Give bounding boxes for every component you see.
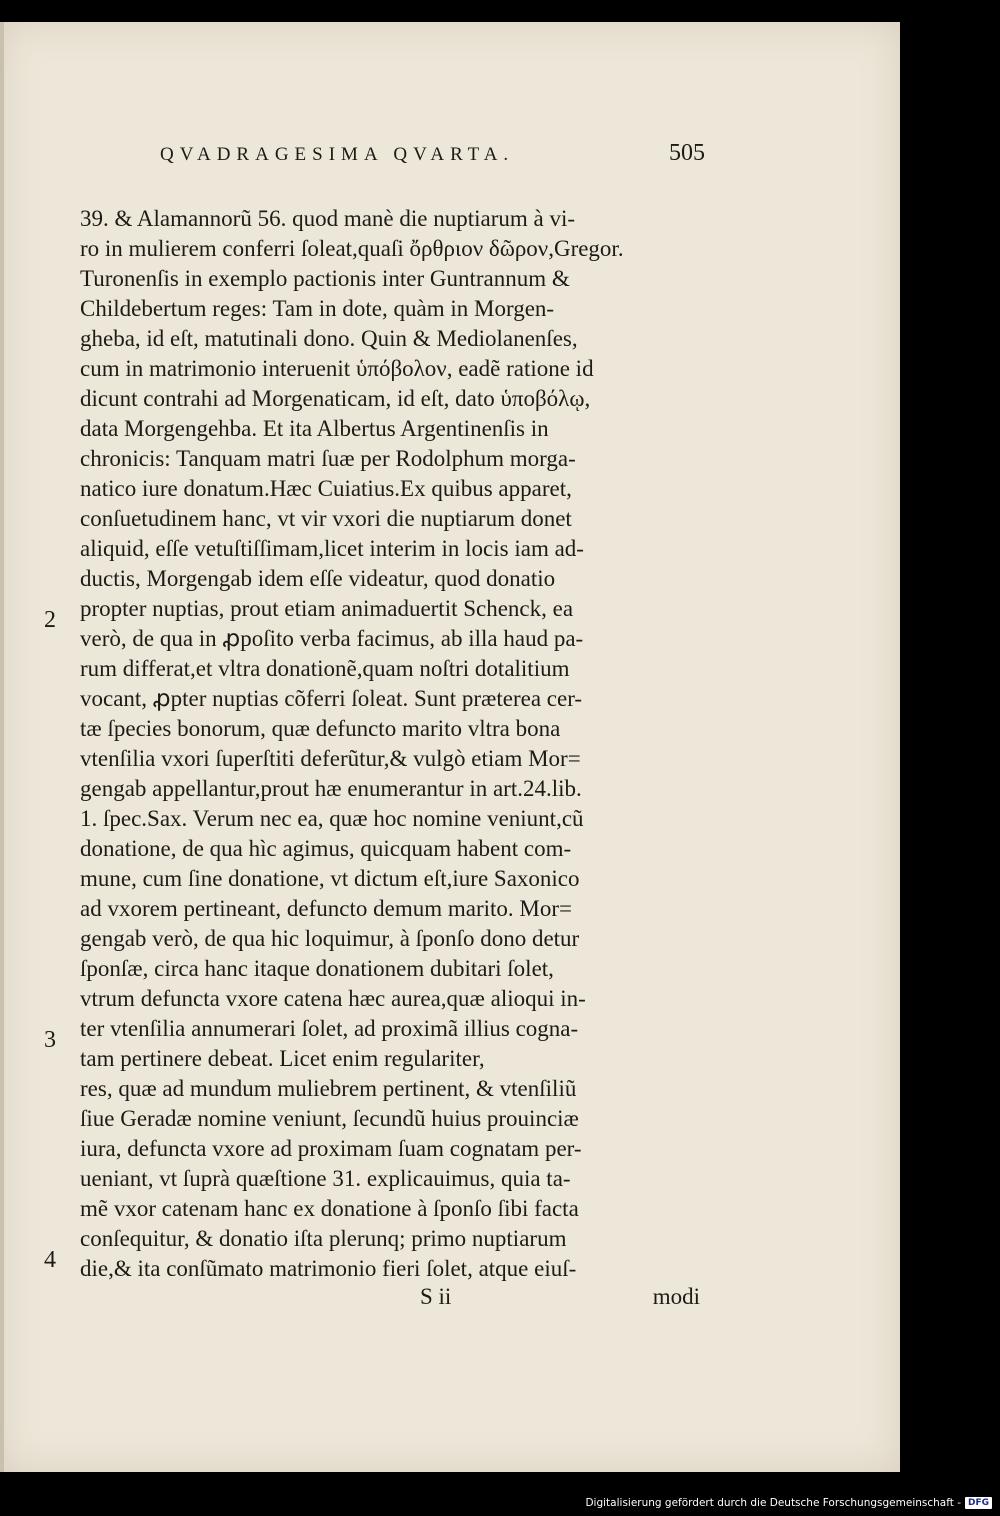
funding-credit [585, 1494, 992, 1512]
text-line: aliquid, eſſe vetuſtiſſimam,licet interim in locis iam ad- [80, 536, 584, 561]
page-edge [0, 22, 4, 1472]
text-line: vtenſilia vxori ſuperſtiti deferũtur,& vulgò etiam Mor= [80, 746, 581, 771]
credit-text: Digitalisierung gefördert durch die Deutsche Forschungsgemeinschaft - [585, 1497, 961, 1509]
running-title: QVADRAGESIMA QVARTA. [160, 144, 515, 165]
text-line: ueniant, vt ſuprà quæſtione 31. explicauimus, quia ta- [80, 1166, 571, 1191]
text-line: tæ ſpecies bonorum, quæ defuncto marito vltra bona [80, 716, 561, 741]
text-line: ductis, Morgengab idem eſſe videatur, quod donatio [80, 566, 556, 591]
text-line: tam pertinere debeat. Licet enim regulariter, [80, 1046, 485, 1071]
book-page [0, 22, 900, 1472]
text-line: ſiue Geradæ nomine veniunt, ſecundũ huius prouinciæ [80, 1106, 579, 1131]
dfg-logo-icon: DFG [965, 1497, 992, 1509]
body-text [80, 204, 700, 1314]
text-line: iura, defuncta vxore ad proximam ſuam cognatam per- [80, 1136, 582, 1161]
page-number: 505 [669, 140, 705, 166]
text-line: res, quæ ad mundum muliebrem pertinent, & vtenſiliũ [80, 1076, 577, 1101]
text-line: die,& ita conſũmato matrimonio fieri ſolet, atque eiuſ- [80, 1256, 577, 1281]
page-footer [80, 1284, 700, 1318]
text-line: mẽ vxor catenam hanc ex donatione à ſponſo ſibi facta [80, 1196, 579, 1221]
text-line: cum in matrimonio interuenit ὑπόβολον, eadẽ ratione id [80, 356, 594, 381]
text-line: dicunt contrahi ad Morgenaticam, id eſt, dato ὑποβόλῳ, [80, 386, 591, 411]
text-line: 1. ſpec.Sax. Verum nec ea, quæ hoc nomine veniunt,cũ [80, 806, 584, 831]
text-line: vtrum defuncta vxore catena hæc aurea,quæ alioqui in- [80, 986, 586, 1011]
margin-number: 3 [44, 1027, 56, 1053]
text-line: Turonenſis in exemplo pactionis inter Guntrannum & [80, 266, 570, 291]
text-line: data Morgengehba. Et ita Albertus Argentinenſis in [80, 416, 549, 441]
signature-mark: S ii [420, 1284, 452, 1309]
text-line: verò, de qua in ꝓpoſito verba facimus, ab illa haud pa- [80, 626, 584, 651]
text-line: donatione, de qua hìc agimus, quicquam habent com- [80, 836, 572, 861]
text-line: gengab verò, de qua hic loquimur, à ſponſo dono detur [80, 926, 580, 951]
text-line: ad vxorem pertineant, defuncto demum marito. Mor= [80, 896, 572, 921]
text-line: ro in mulierem conferri ſoleat,quaſi ὄρθριον δῶρον,Gregor. [80, 236, 624, 261]
text-line: vocant, ꝓpter nuptias cõferri ſoleat. Sunt præterea cer- [80, 686, 583, 711]
margin-number: 4 [44, 1247, 56, 1273]
text-line: natico iure donatum.Hæc Cuiatius.Ex quibus apparet, [80, 476, 572, 501]
text-line: ſponſæ, circa hanc itaque donationem dubitari ſolet, [80, 956, 554, 981]
text-line: propter nuptias, prout etiam animaduertit Schenck, ea [80, 596, 574, 621]
text-line: mune, cum ſine donatione, vt dictum eſt,iure Saxonico [80, 866, 580, 891]
text-line: gengab appellantur,prout hæ enumerantur in art.24.lib. [80, 776, 582, 801]
margin-number: 2 [44, 607, 56, 633]
text-line: 39. & Alamannorũ 56. quod manè die nuptiarum à vi- [80, 206, 576, 231]
text-line: chronicis: Tanquam matri ſuæ per Rodolphum morga- [80, 446, 576, 471]
page-header [160, 140, 705, 174]
text-line: conſuetudinem hanc, vt vir vxori die nuptiarum donet [80, 506, 572, 531]
text-line: conſequitur, & donatio iſta plerunq; primo nuptiarum [80, 1226, 567, 1251]
text-line: gheba, id eſt, matutinali dono. Quin & Mediolanenſes, [80, 326, 578, 351]
text-line: ter vtenſilia annumerari ſolet, ad proximã illius cogna- [80, 1016, 579, 1041]
catchword: modi [652, 1284, 700, 1309]
text-line: Childebertum reges: Tam in dote, quàm in Morgen- [80, 296, 555, 321]
text-line: rum differat,et vltra donationẽ,quam noſtri dotalitium [80, 656, 570, 681]
